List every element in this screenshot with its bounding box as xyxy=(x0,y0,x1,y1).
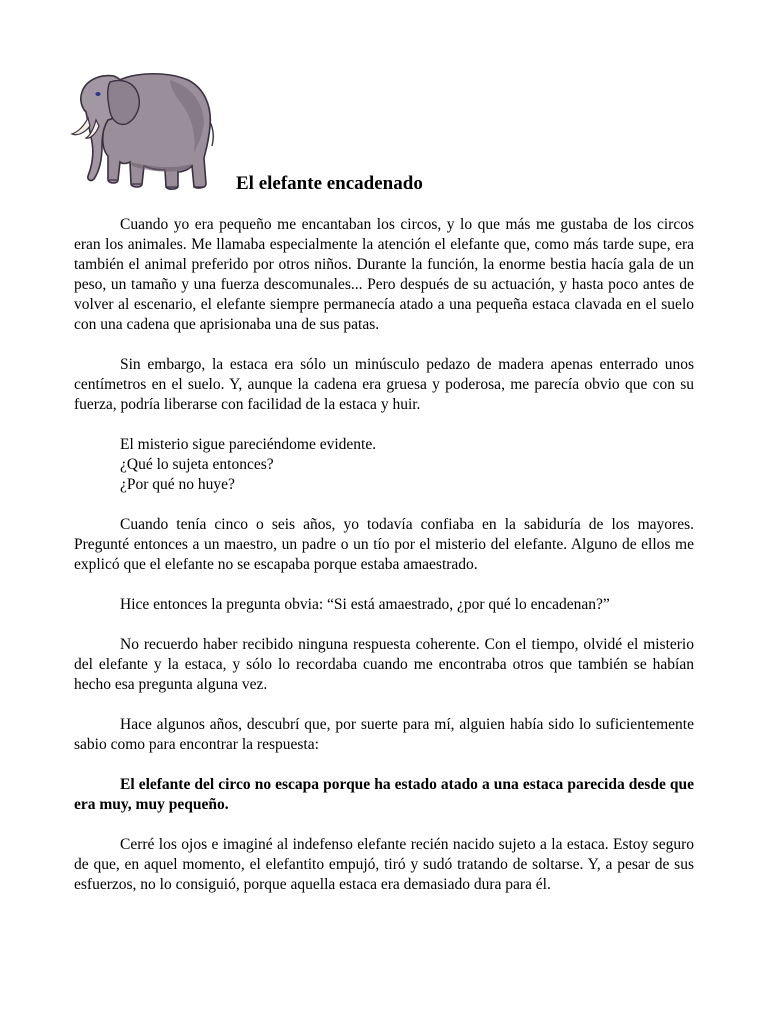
paragraph: Sin embargo, la estaca era sólo un minúsculo pedazo de madera apenas enterrado unos centímetros en el suelo. Y, aunque la cadena era gruesa y poderosa, me parecía obvio que con su fuerza, podría liberarse con facilidad de la estaca y huir. xyxy=(74,356,694,413)
paragraph: Hace algunos años, descubrí que, por suerte para mí, alguien había sido lo suficientemente sabio como para encontrar la respuesta: xyxy=(74,716,694,753)
document-body xyxy=(74,215,694,915)
elephant-illustration xyxy=(70,66,215,192)
document-title: El elefante encadenado xyxy=(236,173,423,194)
bold-paragraph: El elefante del circo no escapa porque ha estado atado a una estaca parecida desde que era muy, muy pequeño. xyxy=(74,776,694,813)
mystery-line: ¿Por qué no huye? xyxy=(120,476,235,493)
mystery-line: El misterio sigue pareciéndome evidente. xyxy=(120,436,377,453)
paragraph: Cuando yo era pequeño me encantaban los circos, y lo que más me gustaba de los circos eran los animales. Me llamaba especialmente la atención el elefante que, como más tarde supe, era también el animal preferido por otros niños. Durante la función, la enorme bestia hacía gala de un peso, un tamaño y una fuerza descomunales... Pero después de su actuación, y hasta poco antes de volver al escenario, el elefante siempre permanecía atado a una pequeña estaca clavada en el suelo con una cadena que aprisionaba una de sus patas. xyxy=(74,216,694,333)
paragraph: Cerré los ojos e imaginé al indefenso elefante recién nacido sujeto a la estaca. Estoy seguro de que, en aquel momento, el elefantito empujó, tiró y sudó tratando de soltarse. Y, a pesar de sus esfuerzos, no lo consiguió, porque aquella estaca era demasiado dura para él. xyxy=(74,836,694,893)
elephant-tusk xyxy=(72,118,90,135)
mystery-line: ¿Qué lo sujeta entonces? xyxy=(120,456,274,473)
paragraph: No recuerdo haber recibido ninguna respuesta coherente. Con el tiempo, olvidé el misterio del elefante y la estaca, y sólo lo recordaba cuando me encontraba otros que también se habían hecho esa pregunta alguna vez. xyxy=(74,636,694,693)
paragraph: Cuando tenía cinco o seis años, yo todavía confiaba en la sabiduría de los mayores. Pregunté entonces a un maestro, un padre o un tío por el misterio del elefante. Alguno de ellos me explicó que el elefante no se escapaba porque estaba amaestrado. xyxy=(74,516,694,573)
mystery-lines xyxy=(74,435,694,495)
elephant-toes xyxy=(109,180,205,187)
elephant-eye xyxy=(95,92,100,96)
paragraph: Hice entonces la pregunta obvia: “Si está amaestrado, ¿por qué lo encadenan?” xyxy=(120,596,610,613)
elephant-ear xyxy=(108,81,140,125)
